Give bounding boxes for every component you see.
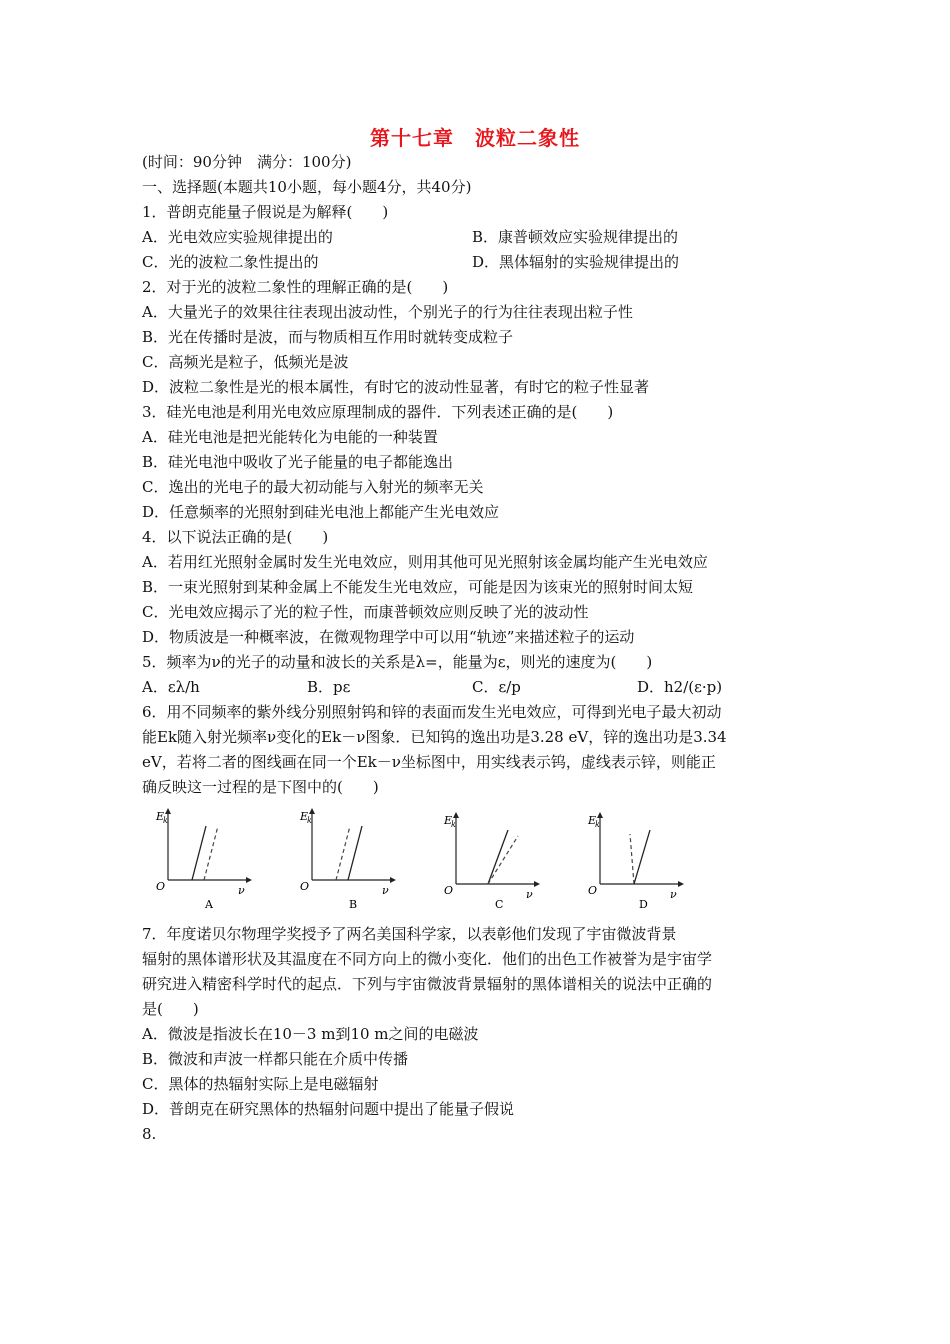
question-7-line4: 是( ) [142,1000,199,1018]
tungsten-line [348,826,362,880]
q4-option-c: C．光电效应揭示了光的粒子性，而康普顿效应则反映了光的波动性 [142,603,589,621]
question-6-line4: 确反映这一过程的是下图中的( ) [142,778,379,796]
question-7-line2: 辐射的黑体谱形状及其温度在不同方向上的微小变化．他们的出色工作被誉为是宇宙学 [142,950,713,968]
y-axis-label: E [300,810,309,823]
figure-caption: D [639,898,648,911]
q4-option-b: B．一束光照射到某种金属上不能发生光电效应，可能是因为该束光的照射时间太短 [142,578,694,596]
figure-b-graph [290,804,440,912]
q1-option-a: A．光电效应实验规律提出的 [142,228,333,246]
y-axis-subscript: k [163,816,168,825]
x-axis-arrow [534,881,540,887]
q3-option-d: D．任意频率的光照射到硅光电池上都能产生光电效应 [142,503,500,521]
origin-label: O [444,884,454,897]
q3-option-b: B．硅光电池中吸收了光子能量的电子都能逸出 [142,453,454,471]
tungsten-line [634,830,650,884]
y-axis-arrow [309,808,315,814]
exam-meta: (时间：90分钟 满分：100分) [142,153,352,171]
question-1-options-row2 [142,250,802,275]
x-axis-arrow [390,877,396,883]
origin-label: O [156,880,166,893]
x-axis-label: ν [238,884,245,897]
q7-option-d: D．普朗克在研究黑体的热辐射问题中提出了能量子假说 [142,1100,515,1118]
q5-option-b: B．pε [307,678,351,696]
x-axis-arrow [678,881,684,887]
q4-option-a: A．若用红光照射金属时发生光电效应，则用其他可见光照射该金属均能产生光电效应 [142,553,708,571]
figure-d-graph [578,804,728,912]
section-heading: 一、选择题(本题共10小题，每小题4分，共40分) [142,178,472,196]
zinc-line [630,834,634,884]
figure-a-graph [146,804,296,912]
tungsten-line [192,826,206,880]
y-axis-subscript: k [307,816,312,825]
question-7-line1: 7．年度诺贝尔物理学奖授予了两名美国科学家，以表彰他们发现了宇宙微波背景 [142,925,677,943]
y-axis-label: E [444,814,453,827]
figure-c [434,804,584,912]
question-5-options [142,675,802,700]
q2-option-d: D．波粒二象性是光的根本属性，有时它的波动性显著，有时它的粒子性显著 [142,378,650,396]
x-axis-label: ν [526,888,533,901]
q5-option-c: C．ε/p [472,678,521,696]
question-1-options-row1 [142,225,802,250]
figure-caption: B [349,898,358,911]
q1-option-c: C．光的波粒二象性提出的 [142,253,319,271]
y-axis-subscript: k [451,820,456,829]
question-6-line2: 能Ek随入射光频率ν变化的Ek－ν图象．已知钨的逸出功是3.28 eV，锌的逸出功是3.34 [142,728,727,746]
q7-option-a: A．微波是指波长在10－3 m到10 m之间的电磁波 [142,1025,479,1043]
q2-option-b: B．光在传播时是波，而与物质相互作用时就转变成粒子 [142,328,514,346]
origin-label: O [300,880,310,893]
q4-option-d: D．物质波是一种概率波，在微观物理学中可以用“轨迹”来描述粒子的运动 [142,628,635,646]
zinc-line [336,826,350,880]
question-3-stem: 3．硅光电池是利用光电效应原理制成的器件．下列表述正确的是( ) [142,403,614,421]
figure-a [146,804,296,912]
figure-caption: A [205,898,213,911]
figure-c-graph [434,804,584,912]
question-2-stem: 2．对于光的波粒二象性的理解正确的是( ) [142,278,449,296]
zinc-line [204,826,218,880]
q1-option-d: D．黑体辐射的实验规律提出的 [472,253,680,271]
y-axis-label: E [588,814,597,827]
page-title: 第十七章 波粒二象性 [370,126,580,150]
question-5-stem: 5．频率为ν的光子的动量和波长的关系是λ=，能量为ε，则光的速度为( ) [142,653,653,671]
figure-b [290,804,440,912]
y-axis-arrow [165,808,171,814]
x-axis-label: ν [670,888,677,901]
q5-option-d: D．h2/(ε·p) [637,678,723,696]
figure-caption: C [495,898,504,911]
question-6-line3: eV，若将二者的图线画在同一个Ek－ν坐标图中，用实线表示钨，虚线表示锌，则能正 [142,753,716,771]
ek-nu-figures [142,804,802,912]
question-6-line1: 6．用不同频率的紫外线分别照射钨和锌的表面而发生光电效应，可得到光电子最大初动 [142,703,722,721]
q2-option-a: A．大量光子的效果往往表现出波动性，个别光子的行为往往表现出粒子性 [142,303,633,321]
y-axis-arrow [453,812,459,818]
question-8-stem: 8. [142,1125,157,1143]
q1-option-b: B．康普顿效应实验规律提出的 [472,228,679,246]
q3-option-a: A．硅光电池是把光能转化为电能的一种装置 [142,428,438,446]
x-axis-label: ν [382,884,389,897]
q5-option-a: A．ελ/h [142,678,200,696]
question-4-stem: 4．以下说法正确的是( ) [142,528,329,546]
q3-option-c: C．逸出的光电子的最大初动能与入射光的频率无关 [142,478,484,496]
exam-content [142,150,802,1147]
y-axis-arrow [597,812,603,818]
q7-option-c: C．黑体的热辐射实际上是电磁辐射 [142,1075,379,1093]
y-axis-label: E [156,810,165,823]
question-7-line3: 研究进入精密科学时代的起点．下列与宇宙微波背景辐射的黑体谱相关的说法中正确的 [142,975,713,993]
q7-option-b: B．微波和声波一样都只能在介质中传播 [142,1050,409,1068]
figure-d [578,804,728,912]
question-1-stem: 1．普朗克能量子假说是为解释( ) [142,203,389,221]
x-axis-arrow [246,877,252,883]
q2-option-c: C．高频光是粒子，低频光是波 [142,353,349,371]
origin-label: O [588,884,598,897]
y-axis-subscript: k [595,820,600,829]
